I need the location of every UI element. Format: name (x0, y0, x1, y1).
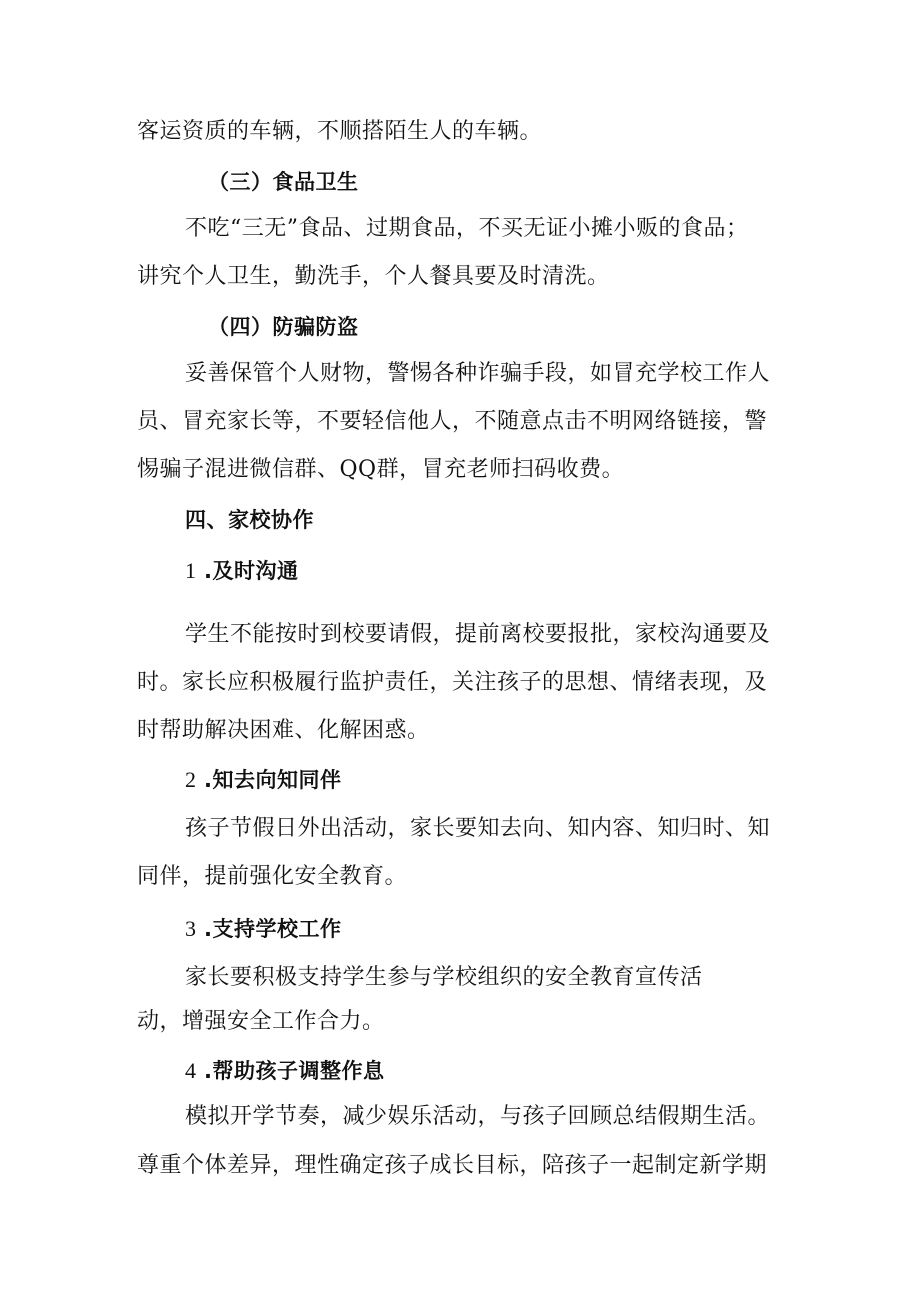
paragraph-line: 时。家长应积极履行监护责任，关注孩子的思想、情绪表现，及 (137, 670, 768, 695)
paragraph-line: 模拟开学节奏，减少娱乐活动，与孩子回顾总结假期生活。 (185, 1104, 771, 1129)
heading-number: 4 (185, 1058, 197, 1083)
paragraph-line: 尊重个体差异，理性确定孩子成长目标，陪孩子一起制定新学期 (137, 1153, 768, 1178)
paragraph-line: 时帮助解决困难、化解困惑。 (137, 718, 430, 743)
chapter-heading-home-school: 四、家校协作 (185, 508, 314, 532)
paragraph-line: 惕骗子混进微信群、QQ群，冒充老师扫码收费。 (137, 457, 625, 482)
paragraph-line: 客运资质的车辆，不顺搭陌生人的车辆。 (137, 119, 543, 144)
paragraph-line: 动，增强安全工作合力。 (137, 1009, 385, 1034)
paragraph-line: 不吃“三无”食品、过期食品，不买无证小摊小贩的食品； (185, 216, 749, 241)
paragraph-line: 孩子节假日外出活动，家长要知去向、知内容、知归时、知 (185, 816, 771, 841)
section-heading-anti-fraud: （四）防骗防盗 (208, 315, 359, 339)
heading-title: .知去向知同伴 (204, 768, 342, 792)
numbered-heading-1 (185, 556, 298, 587)
numbered-heading-3 (185, 914, 341, 945)
paragraph-line: 讲究个人卫生，勤洗手，个人餐具要及时清洗。 (137, 264, 610, 289)
numbered-heading-4 (185, 1056, 384, 1087)
heading-number: 2 (185, 767, 197, 792)
heading-title: .帮助孩子调整作息 (204, 1059, 385, 1083)
paragraph-line: 家长要积极支持学生参与学校组织的安全教育宣传活 (185, 965, 703, 990)
heading-number: 1 (185, 558, 197, 583)
heading-title: .及时沟通 (204, 559, 299, 583)
heading-title: .支持学校工作 (204, 917, 342, 941)
heading-number: 3 (185, 916, 197, 941)
paragraph-line: 妥善保管个人财物，警惕各种诈骗手段，如冒充学校工作人 (185, 361, 771, 386)
numbered-heading-2 (185, 765, 341, 796)
section-heading-food-hygiene: （三）食品卫生 (208, 170, 359, 194)
paragraph-line: 学生不能按时到校要请假，提前离校要报批，家校沟通要及 (185, 622, 771, 647)
paragraph-line: 同伴，提前强化安全教育。 (137, 864, 408, 889)
paragraph-line: 员、冒充家长等，不要轻信他人，不随意点击不明网络链接，警 (137, 409, 768, 434)
